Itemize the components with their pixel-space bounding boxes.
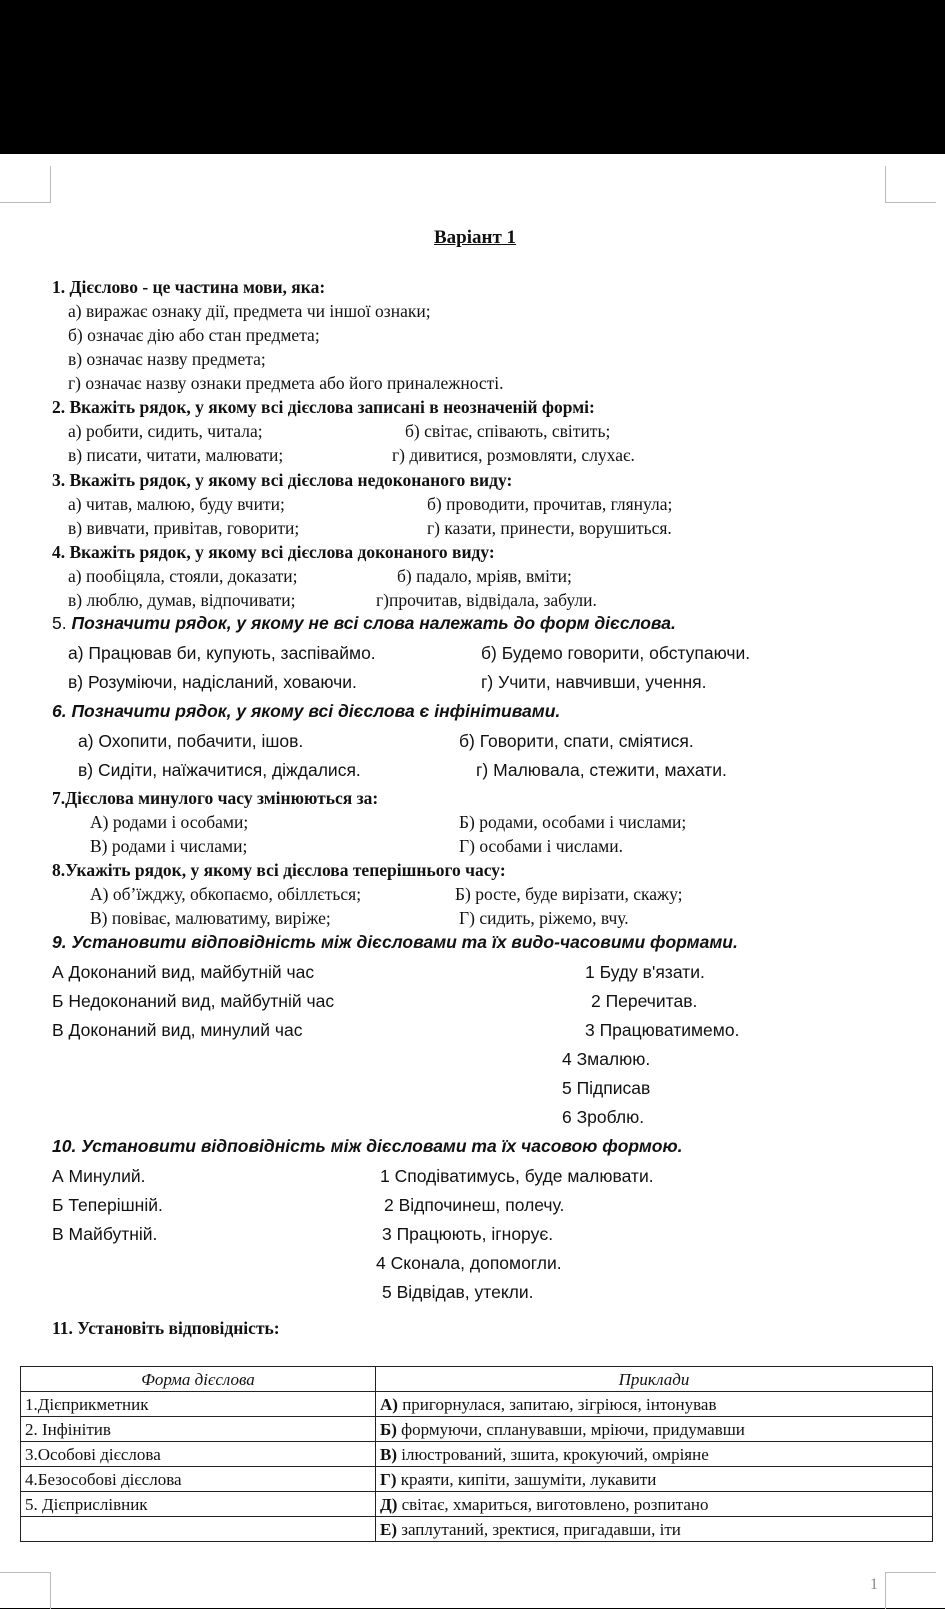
q3-question: 3. Вкажіть рядок, у якому всі дієслова недоконаного виду:	[52, 470, 513, 490]
q3-option-b: б) проводити, прочитав, глянула;	[427, 494, 673, 514]
example-text: світає, хмариться, виготовлено, розпитано	[401, 1494, 709, 1514]
q2-option-b: б) світає, співають, світить;	[405, 421, 611, 441]
table-cell-form: 4.Безособові дієслова	[21, 1467, 376, 1492]
q10-question: 10. Установити відповідність між дієсловами та їх часовою формою.	[52, 1136, 683, 1156]
crop-mark-top-left	[0, 166, 51, 203]
q9-right-item: 3 Працюватимемо.	[585, 1020, 740, 1040]
table-row	[21, 1392, 933, 1417]
q4-option-a: а) пообіцяла, стояли, доказати;	[68, 566, 298, 586]
q9-right-item: 4 Змалюю.	[562, 1049, 651, 1069]
q2-question: 2. Вкажіть рядок, у якому всі дієслова записані в неозначеній формі:	[52, 397, 595, 417]
q7-option-a: А) родами і особами;	[90, 812, 249, 832]
table-cell-form	[21, 1517, 376, 1542]
table-cell-example	[376, 1467, 933, 1492]
q7-option-b: Б) родами, особами і числами;	[459, 812, 687, 832]
table-row	[21, 1492, 933, 1517]
q6-option-b: б) Говорити, спати, сміятися.	[459, 731, 694, 751]
q10-left-item: А Минулий.	[52, 1166, 146, 1186]
q4-option-b: б) падало, мріяв, вміти;	[397, 566, 572, 586]
q1-option-a: а) виражає ознаку дії, предмета чи іншої ознаки;	[68, 301, 431, 321]
q3-option-c: в) вивчати, привітав, говорити;	[68, 518, 300, 538]
q7-option-c: В) родами і числами;	[90, 836, 248, 856]
q2-option-c: в) писати, читати, малювати;	[68, 445, 284, 465]
example-letter: Г)	[380, 1469, 397, 1489]
example-letter: Б)	[380, 1419, 397, 1439]
table-row	[21, 1517, 933, 1542]
q1-option-b: б) означає дію або стан предмета;	[68, 325, 320, 345]
table-cell-example	[376, 1417, 933, 1442]
q3-option-d: г) казати, принести, ворушиться.	[427, 518, 672, 538]
q9-right-item: 6 Зроблю.	[562, 1107, 645, 1127]
crop-mark-bottom-left	[0, 1572, 51, 1609]
q10-right-item: 1 Сподіватимусь, буде малювати.	[380, 1166, 654, 1186]
table-cell-form: 2. Інфінітив	[21, 1417, 376, 1442]
q8-option-d: Г) сидить, ріжемо, вчу.	[459, 908, 629, 928]
q5-option-d: г) Учити, навчивши, учення.	[481, 672, 707, 692]
table-row	[21, 1467, 933, 1492]
q10-right-item: 3 Працюють, ігнорує.	[382, 1224, 554, 1244]
q1-question: 1. Дієслово - це частина мови, яка:	[52, 277, 326, 297]
table-cell-form: 5. Дієприслівник	[21, 1492, 376, 1517]
q8-question: 8.Укажіть рядок, у якому всі дієслова теперішнього часу:	[52, 860, 506, 880]
q4-option-c: в) люблю, думав, відпочивати;	[68, 590, 296, 610]
q2-option-d: г) дивитися, розмовляти, слухає.	[392, 445, 635, 465]
q10-right-item: 5 Відвідав, утекли.	[382, 1282, 534, 1302]
q8-option-c: В) повіває, малюватиму, виріже;	[90, 908, 331, 928]
q11-table	[20, 1366, 933, 1542]
example-text: ілюстрований, зшита, крокуючий, омріяне	[401, 1444, 709, 1464]
q9-right-item: 5 Підписав	[562, 1078, 651, 1098]
table-cell-example	[376, 1492, 933, 1517]
example-letter: А)	[380, 1394, 398, 1414]
q9-left-item: А Доконаний вид, майбутній час	[52, 962, 315, 982]
q8-option-b: Б) росте, буде вирізати, скажу;	[455, 884, 683, 904]
q5-option-a: а) Працював би, купують, заспіваймо.	[68, 643, 376, 663]
q9-left-item: В Доконаний вид, минулий час	[52, 1020, 303, 1040]
q4-question: 4. Вкажіть рядок, у якому всі дієслова доконаного виду:	[52, 542, 495, 562]
q5-text: Позначити рядок, у якому не всі слова належать до форм дієслова.	[71, 613, 676, 633]
table-header-examples: Приклади	[376, 1367, 933, 1392]
example-letter: В)	[380, 1444, 397, 1464]
table-header-form: Форма дієслова	[21, 1367, 376, 1392]
q1-option-d: г) означає назву ознаки предмета або його приналежності.	[68, 373, 504, 393]
q6-option-a: а) Охопити, побачити, ішов.	[78, 731, 304, 751]
table-cell-example	[376, 1517, 933, 1542]
q11-question: 11. Установіть відповідність:	[52, 1318, 280, 1338]
example-letter: Д)	[380, 1494, 398, 1514]
variant-title: Варіант 1	[434, 227, 517, 248]
example-text: заплутаний, зректися, пригадавши, іти	[401, 1519, 681, 1539]
q5-option-b: б) Будемо говорити, обступаючи.	[481, 643, 751, 663]
example-text: формуючи, спланувавши, мріючи, придумавши	[401, 1419, 745, 1439]
example-letter: Е)	[380, 1519, 397, 1539]
example-text: пригорнулася, запитаю, зігріюся, інтонував	[402, 1394, 717, 1414]
q5-number: 5.	[52, 613, 67, 633]
table-cell-example	[376, 1442, 933, 1467]
example-text: краяти, кипіти, зашуміти, лукавити	[400, 1469, 657, 1489]
q9-right-item: 2 Перечитав.	[591, 991, 698, 1011]
crop-mark-top-right	[885, 166, 936, 203]
table-cell-form: 3.Особові дієслова	[21, 1442, 376, 1467]
q4-option-d: г)прочитав, відвідала, забули.	[376, 590, 597, 610]
crop-mark-bottom-right	[885, 1572, 936, 1609]
q7-question: 7.Дієслова минулого часу змінюються за:	[52, 788, 379, 808]
q6-option-c: в) Сидіти, наїжачитися, діждалися.	[78, 760, 361, 780]
q9-left-item: Б Недоконаний вид, майбутній час	[52, 991, 335, 1011]
q5-question	[52, 612, 676, 634]
q3-option-a: а) читав, малюю, буду вчити;	[68, 494, 285, 514]
q6-question: 6. Позначити рядок, у якому всі дієслова є інфінітивами.	[52, 701, 561, 721]
table-header-row	[21, 1367, 933, 1392]
q10-right-item: 2 Відпочинеш, полечу.	[384, 1195, 565, 1215]
q10-right-item: 4 Сконала, допомогли.	[376, 1253, 562, 1273]
q2-option-a: а) робити, сидить, читала;	[68, 421, 263, 441]
q10-left-item: В Майбутній.	[52, 1224, 158, 1244]
q5-option-c: в) Розуміючи, надісланий, ховаючи.	[68, 672, 357, 692]
q8-option-a: А) об’їжджу, обкопаємо, обіллється;	[90, 884, 362, 904]
document-page[interactable]	[0, 154, 945, 1608]
q7-option-d: Г) особами і числами.	[459, 836, 623, 856]
page-number: 1	[870, 1576, 878, 1593]
table-cell-example	[376, 1392, 933, 1417]
q10-left-item: Б Теперішній.	[52, 1195, 163, 1215]
q6-option-d: г) Малювала, стежити, махати.	[476, 760, 727, 780]
top-black-bar	[0, 0, 945, 154]
table-row	[21, 1442, 933, 1467]
table-cell-form: 1.Дієприкметник	[21, 1392, 376, 1417]
q9-right-item: 1 Буду в'язати.	[585, 962, 705, 982]
q9-question: 9. Установити відповідність між дієсловами та їх видо-часовими формами.	[52, 932, 738, 952]
table-row	[21, 1417, 933, 1442]
q1-option-c: в) означає назву предмета;	[68, 349, 266, 369]
